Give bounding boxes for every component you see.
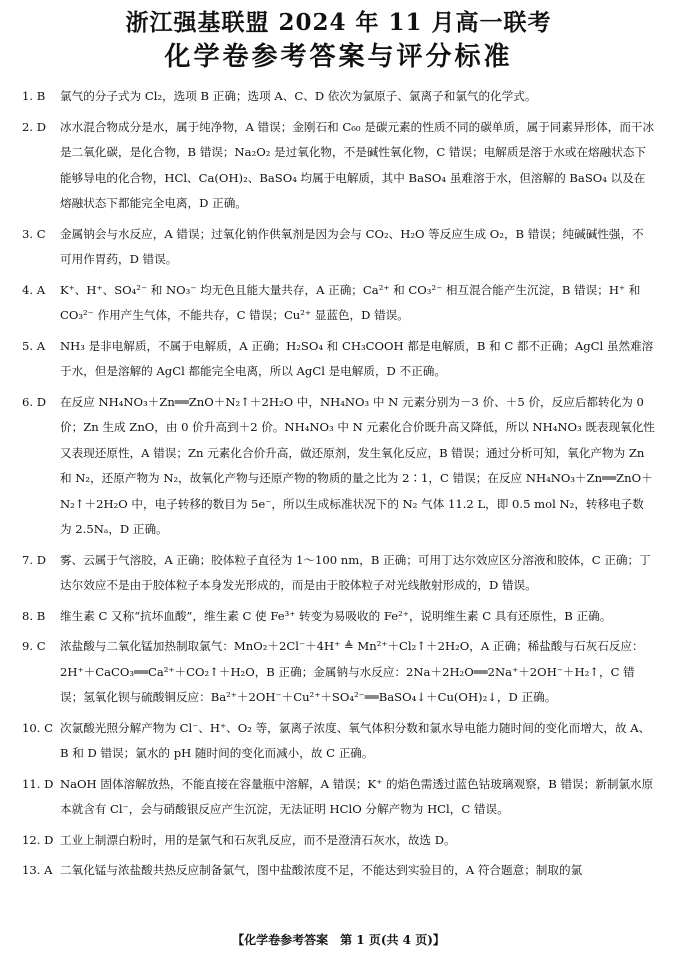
answer-explanation: NaOH 固体溶解放热，不能直接在容量瓶中溶解，A 错误；K⁺ 的焰色需透过蓝色钴玻璃观察，B 错误；新制氯水原本就含有 Cl⁻，会与硝酸银反应产生沉淀，无法证明 HClO 分解产物为 HCl，C 错误。 bbox=[60, 776, 654, 816]
answer-item-9 bbox=[22, 634, 655, 711]
answer-explanation: 在反应 NH₄NO₃＋Zn══ZnO＋N₂↑＋2H₂O 中，NH₄NO₃ 中 N 元素分别为－3 价、＋5 价，反应后都转化为 0 价；Zn 生成 ZnO，由 0 价升高到＋2 价。NH₄NO₃ 中 N 元素化合价既升高又降低，所以 NH₄NO₃ 既表现氧化性又表现还原性，A 错误；Zn 元素化合价升高，做还原剂，发生氧化反应，B 错误；通过分析可知，氧化产物为 Zn 和 N₂，还原产物为 N₂，故氧化产物与还原产物的物质的量之比为 2∶1，C 错误；在反应 NH₄NO₃＋Zn══ZnO＋N₂↑＋2H₂O 中，电子转移的数目为 5e⁻，所以生成标准状况下的 N₂ 气体 11.2 L，即 0.5 mol N₂，转移电子数为 2.5Nₐ，D 正确。 bbox=[60, 394, 655, 536]
answer-number: 9. C bbox=[22, 639, 46, 653]
answer-explanation: NH₃ 是非电解质，不属于电解质，A 正确；H₂SO₄ 和 CH₃COOH 都是电解质，B 和 C 都不正确；AgCl 虽然难溶于水，但是溶解的 AgCl 都能完全电离，所以 AgCl 是电解质，D 不正确。 bbox=[60, 338, 654, 378]
answer-number: 13. A bbox=[22, 863, 53, 877]
answer-explanation: 工业上制漂白粉时，用的是氯气和石灰乳反应，而不是澄清石灰水，故选 D。 bbox=[60, 832, 456, 847]
answer-number: 11. D bbox=[22, 776, 54, 791]
answer-explanation: 冰水混合物成分是水，属于纯净物，A 错误；金刚石和 C₆₀ 是碳元素的性质不同的碳单质，属于同素异形体，而干冰是二氧化碳，是化合物，B 错误；Na₂O₂ 是过氧化物，不是碱性氧化物，C 错误；电解质是溶于水或在熔融状态下能够导电的化合物，HCl、Ca(OH)₂、BaSO₄ 均属于电解质，其中 BaSO₄ 虽难溶于水，但溶解的 BaSO₄ 以及在熔融状态下都能完全电离，D 正确。 bbox=[60, 119, 655, 210]
answer-number: 2. D bbox=[22, 119, 47, 134]
answer-explanation: 二氧化锰与浓盐酸共热反应制备氯气，图中盐酸浓度不足，不能达到实验目的，A 符合题意；制取的氯 bbox=[60, 863, 583, 877]
page-title: 浙江强基联盟 2024 年 11 月高一联考 bbox=[125, 9, 552, 36]
answer-item-10 bbox=[22, 716, 655, 767]
answer-item-7 bbox=[22, 548, 655, 599]
answer-number: 1. B bbox=[22, 89, 46, 103]
answer-explanation: K⁺、H⁺、SO₄²⁻ 和 NO₃⁻ 均无色且能大量共存，A 正确；Ca²⁺ 和 CO₃²⁻ 相互混合能产生沉淀，B 错误；H⁺ 和 CO₃²⁻ 作用产生气体，不能共存，C 错误；Cu²⁺ 显蓝色，D 错误。 bbox=[60, 282, 641, 322]
answer-number: 4. A bbox=[22, 282, 46, 297]
answer-explanation: 雾、云属于气溶胶，A 正确；胶体粒子直径为 1～100 nm，B 正确；可用丁达尔效应区分溶液和胶体，C 正确；丁达尔效应不是由于胶体粒子本身发光形成的，而是由于胶体粒子对光线散射形成的，D 错误。 bbox=[60, 552, 651, 592]
answer-item-12 bbox=[22, 828, 655, 854]
answer-explanation: 金属钠会与水反应，A 错误；过氧化钠作供氧剂是因为会与 CO₂、H₂O 等反应生成 O₂，B 错误；纯碱碱性强，不可用作胃药，D 错误。 bbox=[60, 226, 644, 266]
answer-number: 8. B bbox=[22, 608, 46, 623]
answer-number: 3. C bbox=[22, 226, 46, 241]
answer-explanation: 维生素 C 又称“抗坏血酸”，维生素 C 使 Fe³⁺ 转变为易吸收的 Fe²⁺，说明维生素 C 具有还原性，B 正确。 bbox=[60, 608, 612, 623]
answer-item-1 bbox=[22, 84, 655, 110]
answer-number: 7. D bbox=[22, 552, 47, 567]
answer-item-5 bbox=[22, 334, 655, 385]
page-footer: 【化学卷参考答案 第 1 页(共 4 页)】 bbox=[232, 933, 445, 947]
answer-number: 12. D bbox=[22, 832, 54, 847]
page-subtitle: 化学卷参考答案与评分标准 bbox=[164, 42, 513, 72]
answer-item-3 bbox=[22, 222, 655, 273]
answer-item-8 bbox=[22, 604, 655, 630]
answer-explanation: 浓盐酸与二氧化锰加热制取氯气：MnO₂＋2Cl⁻＋4H⁺ ≜ Mn²⁺＋Cl₂↑＋2H₂O，A 正确；稀盐酸与石灰石反应：2H⁺＋CaCO₃══Ca²⁺＋CO₂↑＋H₂O，B 正确；金属钠与水反应：2Na＋2H₂O══2Na⁺＋2OH⁻＋H₂↑，C 错误；氢氧化钡与硫酸铜反应：Ba²⁺＋2OH⁻＋Cu²⁺＋SO₄²⁻══BaSO₄↓＋Cu(OH)₂↓，D 正确。 bbox=[60, 639, 644, 704]
answer-number: 10. C bbox=[22, 720, 53, 735]
answer-number: 6. D bbox=[22, 394, 47, 409]
answer-explanation: 氯气的分子式为 Cl₂，选项 B 正确；选项 A、C、D 依次为氯原子、氯离子和氯气的化学式。 bbox=[60, 89, 537, 103]
answer-item-4 bbox=[22, 278, 655, 329]
answer-item-11 bbox=[22, 772, 655, 823]
answer-number: 5. A bbox=[22, 338, 46, 353]
answer-item-13 bbox=[22, 858, 655, 884]
answer-item-2 bbox=[22, 115, 655, 217]
answer-explanation: 次氯酸光照分解产物为 Cl⁻、H⁺、O₂ 等，氯离子浓度、氧气体积分数和氯水导电能力随时间的变化而增大，故 A、B 和 D 错误；氯水的 pH 随时间的变化而减小，故 C 正确。 bbox=[60, 720, 651, 760]
answer-list bbox=[22, 84, 655, 884]
answer-item-6 bbox=[22, 390, 655, 543]
